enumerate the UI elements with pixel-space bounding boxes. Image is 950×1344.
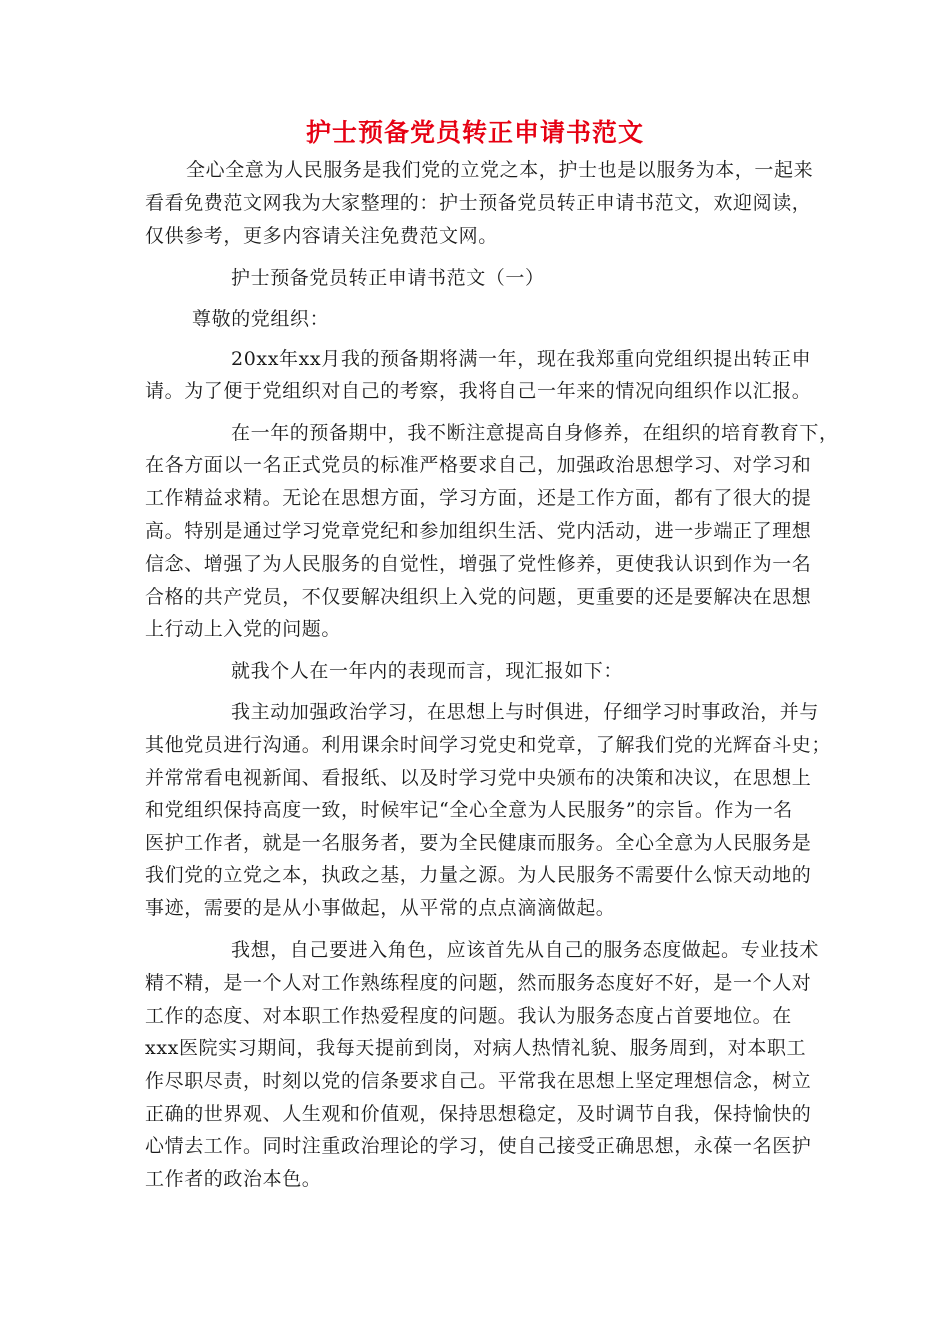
intro-line: 全心全意为人民服务是我们党的立党之本，护士也是以服务为本，一起来: [186, 159, 814, 181]
paragraph-line: 并常常看电视新闻、看报纸、以及时学习党中央颁布的决策和决议，在思想上: [145, 767, 812, 789]
intro-line: 仅供参考，更多内容请关注免费范文网。: [145, 225, 498, 247]
paragraph-line: 在各方面以一名正式党员的标准严格要求自己，加强政治思想学习、对学习和: [145, 454, 812, 476]
paragraph-line: 合格的共产党员，不仅要解决组织上入党的问题，更重要的还是要解决在思想: [145, 586, 812, 608]
document-title: 护士预备党员转正申请书范文: [305, 118, 644, 147]
intro-line: 看看免费范文网我为大家整理的：护士预备党员转正申请书范文，欢迎阅读，: [145, 192, 812, 214]
paragraph-line: 正确的世界观、人生观和价值观，保持思想稳定，及时调节自我，保持愉快的: [145, 1103, 812, 1125]
paragraph-line: xxx医院实习期间，我每天提前到岗，对病人热情礼貌、服务周到，对本职工: [145, 1037, 807, 1059]
paragraph-line: 信念、增强了为人民服务的自觉性，增强了党性修养，更使我认识到作为一名: [145, 553, 812, 575]
paragraph-line: 精不精，是一个人对工作熟练程度的问题，然而服务态度好不好，是一个人对: [145, 972, 812, 994]
paragraph-line: 事迹，需要的是从小事做起，从平常的点点滴滴做起。: [145, 897, 616, 919]
salutation: 尊敬的党组织：: [192, 308, 330, 330]
paragraph-line: 工作的态度、对本职工作热爱程度的问题。我认为服务态度占首要地位。在: [145, 1005, 792, 1027]
paragraph-line: 作尽职尽责，时刻以党的信条要求自己。平常我在思想上坚定理想信念，树立: [145, 1070, 812, 1092]
paragraph-line: 工作者的政治本色。: [145, 1168, 322, 1190]
paragraph-line: 高。特别是通过学习党章党纪和参加组织生活、党内活动，进一步端正了理想: [145, 520, 812, 542]
paragraph-line: 心情去工作。同时注重政治理论的学习，使自己接受正确思想，永葆一名医护: [145, 1135, 812, 1157]
paragraph-line: 20xx年xx月我的预备期将满一年，现在我郑重向党组织提出转正申: [231, 348, 812, 370]
section-heading: 护士预备党员转正申请书范文（一）: [231, 267, 545, 289]
paragraph-line: 就我个人在一年内的表现而言，现汇报如下：: [231, 660, 624, 682]
paragraph-line: 我想，自己要进入角色，应该首先从自己的服务态度做起。专业技术: [231, 939, 820, 961]
paragraph-line: 其他党员进行沟通。利用课余时间学习党史和党章，了解我们党的光辉奋斗史；: [145, 734, 832, 756]
paragraph-line: 我主动加强政治学习，在思想上与时俱进，仔细学习时事政治，并与: [231, 701, 820, 723]
paragraph-line: 工作精益求精。无论在思想方面，学习方面，还是工作方面，都有了很大的提: [145, 487, 812, 509]
paragraph-line: 和党组织保持高度一致，时候牢记“全心全意为人民服务”的宗旨。作为一名: [145, 799, 793, 821]
paragraph-line: 在一年的预备期中，我不断注意提高自身修养，在组织的培育教育下，: [231, 422, 839, 444]
paragraph-line: 我们党的立党之本，执政之基，力量之源。为人民服务不需要什么惊天动地的: [145, 864, 812, 886]
paragraph-line: 上行动上入党的问题。: [145, 618, 342, 640]
paragraph-line: 请。为了便于党组织对自己的考察，我将自己一年来的情况向组织作以汇报。: [145, 380, 812, 402]
paragraph-line: 医护工作者，就是一名服务者，要为全民健康而服务。全心全意为人民服务是: [145, 832, 812, 854]
